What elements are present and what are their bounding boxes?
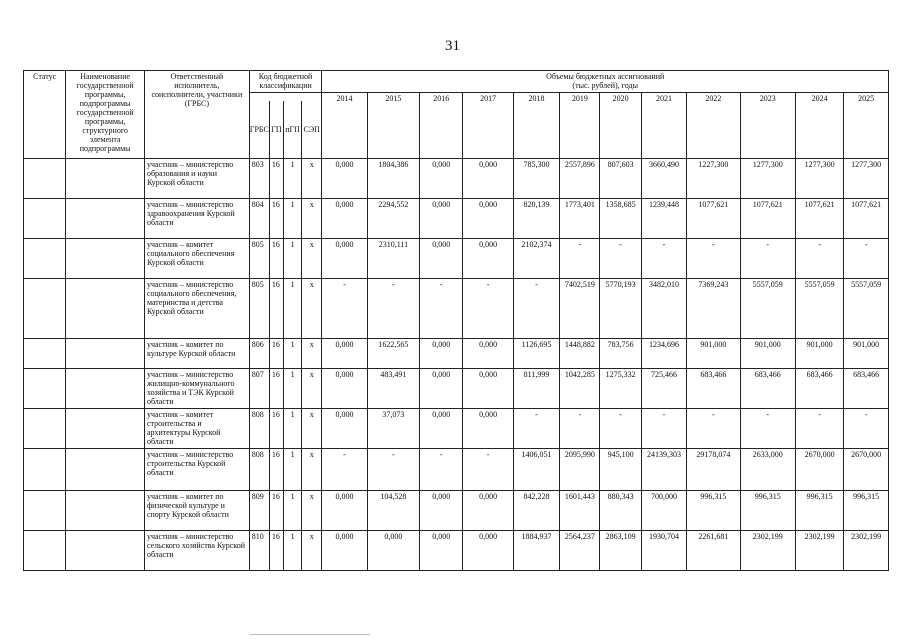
executor-cell: участник – министерство жилищно-коммунального хозяйства и ТЭК Курской области <box>144 369 249 409</box>
pgp-cell: 1 <box>284 199 302 239</box>
value-cell: 901,000 <box>740 339 795 369</box>
value-cell: 996,315 <box>795 491 843 531</box>
value-cell: 0,000 <box>420 199 463 239</box>
grbs-cell: 806 <box>249 339 269 369</box>
value-cell: 1804,386 <box>367 159 419 199</box>
value-cell: 811,999 <box>513 369 559 409</box>
value-cell: 0,000 <box>322 409 367 449</box>
value-cell: - <box>687 409 740 449</box>
grbs-cell: 808 <box>249 409 269 449</box>
value-cell: 0,000 <box>322 159 367 199</box>
gp-cell: 16 <box>269 199 283 239</box>
value-cell: - <box>420 279 463 339</box>
value-cell: 0,000 <box>420 239 463 279</box>
grbs-cell: 805 <box>249 279 269 339</box>
value-cell: 3482,010 <box>641 279 686 339</box>
value-cell: 1448,882 <box>560 339 600 369</box>
program-name-cell <box>66 159 145 199</box>
value-cell: 0,000 <box>322 369 367 409</box>
pgp-cell: 1 <box>284 159 302 199</box>
value-cell: 0,000 <box>322 491 367 531</box>
value-cell: - <box>600 409 641 449</box>
header-year: 2020 <box>600 93 641 159</box>
value-cell: 7369,243 <box>687 279 740 339</box>
header-code-col: СЭП <box>302 101 322 159</box>
value-cell: 1234,696 <box>641 339 686 369</box>
grbs-cell: 808 <box>249 449 269 491</box>
table-row <box>24 409 889 449</box>
value-cell: 1077,621 <box>795 199 843 239</box>
sep-cell: х <box>302 531 322 571</box>
value-cell: - <box>367 279 419 339</box>
pgp-cell: 1 <box>284 339 302 369</box>
value-cell: - <box>795 239 843 279</box>
program-name-cell <box>66 409 145 449</box>
value-cell: 1077,621 <box>844 199 889 239</box>
status-cell <box>24 369 66 409</box>
header-year: 2023 <box>740 93 795 159</box>
value-cell: - <box>560 239 600 279</box>
status-cell <box>24 449 66 491</box>
table-row <box>24 279 889 339</box>
value-cell: 3660,490 <box>641 159 686 199</box>
header-year: 2025 <box>844 93 889 159</box>
value-cell: 2310,111 <box>367 239 419 279</box>
header-budget-code: Код бюджетной классификации <box>249 71 322 93</box>
status-cell <box>24 239 66 279</box>
budget-table <box>23 70 889 571</box>
value-cell: - <box>795 409 843 449</box>
value-cell: 1042,285 <box>560 369 600 409</box>
header-code-col: ГП <box>269 101 283 159</box>
value-cell: 0,000 <box>322 339 367 369</box>
header-code-col: ГРБС <box>249 101 269 159</box>
value-cell: - <box>322 279 367 339</box>
value-cell: 820,139 <box>513 199 559 239</box>
header-year: 2021 <box>641 93 686 159</box>
value-cell: 2557,896 <box>560 159 600 199</box>
executor-cell: участник – комитет социального обеспечения Курской области <box>144 239 249 279</box>
value-cell: 1077,621 <box>740 199 795 239</box>
value-cell: - <box>420 449 463 491</box>
executor-cell: участник – министерство строительства Курской области <box>144 449 249 491</box>
table-row <box>24 159 889 199</box>
sep-cell: х <box>302 339 322 369</box>
header-year: 2022 <box>687 93 740 159</box>
value-cell: 1622,565 <box>367 339 419 369</box>
status-cell <box>24 491 66 531</box>
gp-cell: 16 <box>269 409 283 449</box>
value-cell: 0,000 <box>420 409 463 449</box>
value-cell: 1358,685 <box>600 199 641 239</box>
value-cell: - <box>740 409 795 449</box>
value-cell: 0,000 <box>463 369 513 409</box>
value-cell: 1601,443 <box>560 491 600 531</box>
value-cell: 1277,300 <box>844 159 889 199</box>
value-cell: 2095,990 <box>560 449 600 491</box>
value-cell: 945,100 <box>600 449 641 491</box>
value-cell: 5770,193 <box>600 279 641 339</box>
header-year: 2016 <box>420 93 463 159</box>
table-row <box>24 369 889 409</box>
value-cell: 0,000 <box>322 239 367 279</box>
value-cell: 7402,519 <box>560 279 600 339</box>
table-row <box>24 491 889 531</box>
pgp-cell: 1 <box>284 491 302 531</box>
program-name-cell <box>66 279 145 339</box>
grbs-cell: 805 <box>249 239 269 279</box>
value-cell: 0,000 <box>420 531 463 571</box>
value-cell: 104,528 <box>367 491 419 531</box>
grbs-cell: 809 <box>249 491 269 531</box>
header-program-name: Наименование государственной программы, подпрограммы государственной программы, структурного элемента подпрограммы <box>66 71 145 159</box>
value-cell: 996,315 <box>740 491 795 531</box>
value-cell: 1239,448 <box>641 199 686 239</box>
value-cell: 683,466 <box>687 369 740 409</box>
value-cell: 1884,937 <box>513 531 559 571</box>
value-cell: 2261,681 <box>687 531 740 571</box>
status-cell <box>24 339 66 369</box>
value-cell: 1077,621 <box>687 199 740 239</box>
program-name-cell <box>66 369 145 409</box>
table-row <box>24 199 889 239</box>
value-cell: 0,000 <box>463 199 513 239</box>
program-name-cell <box>66 199 145 239</box>
header-volumes-title: Объемы бюджетных ассигнований <box>546 72 665 81</box>
pgp-cell: 1 <box>284 239 302 279</box>
status-cell <box>24 409 66 449</box>
pgp-cell: 1 <box>284 531 302 571</box>
header-volumes-unit: (тыс. рублей), годы <box>572 81 638 90</box>
value-cell: 5557,059 <box>740 279 795 339</box>
status-cell <box>24 159 66 199</box>
header-year: 2015 <box>367 93 419 159</box>
grbs-cell: 804 <box>249 199 269 239</box>
value-cell: 1275,332 <box>600 369 641 409</box>
executor-cell: участник – министерство сельского хозяйства Курской области <box>144 531 249 571</box>
value-cell: - <box>513 279 559 339</box>
header-year: 2019 <box>560 93 600 159</box>
executor-cell: участник – комитет по физической культуре и спорту Курской области <box>144 491 249 531</box>
value-cell: 1773,401 <box>560 199 600 239</box>
executor-cell: участник – министерство образования и науки Курской области <box>144 159 249 199</box>
value-cell: 0,000 <box>322 199 367 239</box>
value-cell: - <box>740 239 795 279</box>
gp-cell: 16 <box>269 531 283 571</box>
value-cell: - <box>322 449 367 491</box>
status-cell <box>24 279 66 339</box>
value-cell: 2302,199 <box>795 531 843 571</box>
value-cell: - <box>844 239 889 279</box>
value-cell: - <box>600 239 641 279</box>
value-cell: 785,300 <box>513 159 559 199</box>
gp-cell: 16 <box>269 279 283 339</box>
executor-cell: участник – комитет строительства и архитектуры Курской области <box>144 409 249 449</box>
value-cell: 37,073 <box>367 409 419 449</box>
pgp-cell: 1 <box>284 449 302 491</box>
sep-cell: х <box>302 369 322 409</box>
value-cell: 0,000 <box>420 369 463 409</box>
value-cell: 24139,303 <box>641 449 686 491</box>
value-cell: 29178,074 <box>687 449 740 491</box>
value-cell: 842,228 <box>513 491 559 531</box>
value-cell: 683,466 <box>740 369 795 409</box>
grbs-cell: 807 <box>249 369 269 409</box>
value-cell: 1277,300 <box>795 159 843 199</box>
pgp-cell: 1 <box>284 369 302 409</box>
gp-cell: 16 <box>269 239 283 279</box>
header-executor: Ответственный исполнитель, соисполнители, участники (ГРБС) <box>144 71 249 159</box>
value-cell: - <box>463 449 513 491</box>
value-cell: 0,000 <box>463 239 513 279</box>
header-code-spacer <box>249 93 322 101</box>
value-cell: 1277,300 <box>740 159 795 199</box>
value-cell: 2670,000 <box>844 449 889 491</box>
program-name-cell <box>66 339 145 369</box>
value-cell: 483,491 <box>367 369 419 409</box>
value-cell: 901,000 <box>844 339 889 369</box>
value-cell: - <box>687 239 740 279</box>
gp-cell: 16 <box>269 159 283 199</box>
status-cell <box>24 531 66 571</box>
page-bottom-mark <box>250 634 370 635</box>
value-cell: 0,000 <box>367 531 419 571</box>
gp-cell: 16 <box>269 449 283 491</box>
program-name-cell <box>66 239 145 279</box>
executor-cell: участник – министерство здравоохранения Курской области <box>144 199 249 239</box>
table-row <box>24 339 889 369</box>
value-cell: 2670,000 <box>795 449 843 491</box>
pgp-cell: 1 <box>284 279 302 339</box>
value-cell: 5557,059 <box>844 279 889 339</box>
value-cell: 996,315 <box>687 491 740 531</box>
program-name-cell <box>66 449 145 491</box>
value-cell: 2302,199 <box>740 531 795 571</box>
value-cell: 2294,552 <box>367 199 419 239</box>
header-year: 2024 <box>795 93 843 159</box>
program-name-cell <box>66 491 145 531</box>
executor-cell: участник – министерство социального обеспечения, материнства и детства Курской области <box>144 279 249 339</box>
sep-cell: х <box>302 409 322 449</box>
value-cell: 0,000 <box>463 491 513 531</box>
value-cell: 1406,051 <box>513 449 559 491</box>
sep-cell: х <box>302 199 322 239</box>
header-year: 2018 <box>513 93 559 159</box>
value-cell: 2863,109 <box>600 531 641 571</box>
value-cell: 1126,695 <box>513 339 559 369</box>
value-cell: 2302,199 <box>844 531 889 571</box>
value-cell: 725,466 <box>641 369 686 409</box>
value-cell: 0,000 <box>463 339 513 369</box>
value-cell: 807,603 <box>600 159 641 199</box>
grbs-cell: 803 <box>249 159 269 199</box>
value-cell: 0,000 <box>322 531 367 571</box>
value-cell: 1227,300 <box>687 159 740 199</box>
table-row <box>24 531 889 571</box>
value-cell: 1930,704 <box>641 531 686 571</box>
value-cell: 0,000 <box>420 339 463 369</box>
sep-cell: х <box>302 159 322 199</box>
value-cell: 2564,237 <box>560 531 600 571</box>
executor-cell: участник – комитет по культуре Курской области <box>144 339 249 369</box>
value-cell: - <box>513 409 559 449</box>
table-row <box>24 449 889 491</box>
gp-cell: 16 <box>269 369 283 409</box>
value-cell: 0,000 <box>420 159 463 199</box>
value-cell: 0,000 <box>463 409 513 449</box>
program-name-cell <box>66 531 145 571</box>
value-cell: 901,000 <box>795 339 843 369</box>
table-row <box>24 239 889 279</box>
value-cell: 901,000 <box>687 339 740 369</box>
value-cell: 880,343 <box>600 491 641 531</box>
header-year: 2014 <box>322 93 367 159</box>
sep-cell: х <box>302 279 322 339</box>
value-cell: - <box>560 409 600 449</box>
value-cell: 683,466 <box>795 369 843 409</box>
status-cell <box>24 199 66 239</box>
header-volumes <box>322 71 889 93</box>
value-cell: 683,466 <box>844 369 889 409</box>
gp-cell: 16 <box>269 339 283 369</box>
value-cell: 783,756 <box>600 339 641 369</box>
value-cell: 700,000 <box>641 491 686 531</box>
pgp-cell: 1 <box>284 409 302 449</box>
value-cell: - <box>641 409 686 449</box>
value-cell: 996,315 <box>844 491 889 531</box>
sep-cell: х <box>302 239 322 279</box>
value-cell: 5557,059 <box>795 279 843 339</box>
header-status: Статус <box>24 71 66 159</box>
sep-cell: х <box>302 491 322 531</box>
page-number: 31 <box>445 38 460 54</box>
gp-cell: 16 <box>269 491 283 531</box>
value-cell: 2633,000 <box>740 449 795 491</box>
value-cell: - <box>463 279 513 339</box>
value-cell: - <box>844 409 889 449</box>
value-cell: - <box>641 239 686 279</box>
value-cell: 0,000 <box>420 491 463 531</box>
value-cell: 0,000 <box>463 531 513 571</box>
value-cell: - <box>367 449 419 491</box>
header-year: 2017 <box>463 93 513 159</box>
sep-cell: х <box>302 449 322 491</box>
header-code-col: пГП <box>284 101 302 159</box>
grbs-cell: 810 <box>249 531 269 571</box>
value-cell: 0,000 <box>463 159 513 199</box>
value-cell: 2102,374 <box>513 239 559 279</box>
